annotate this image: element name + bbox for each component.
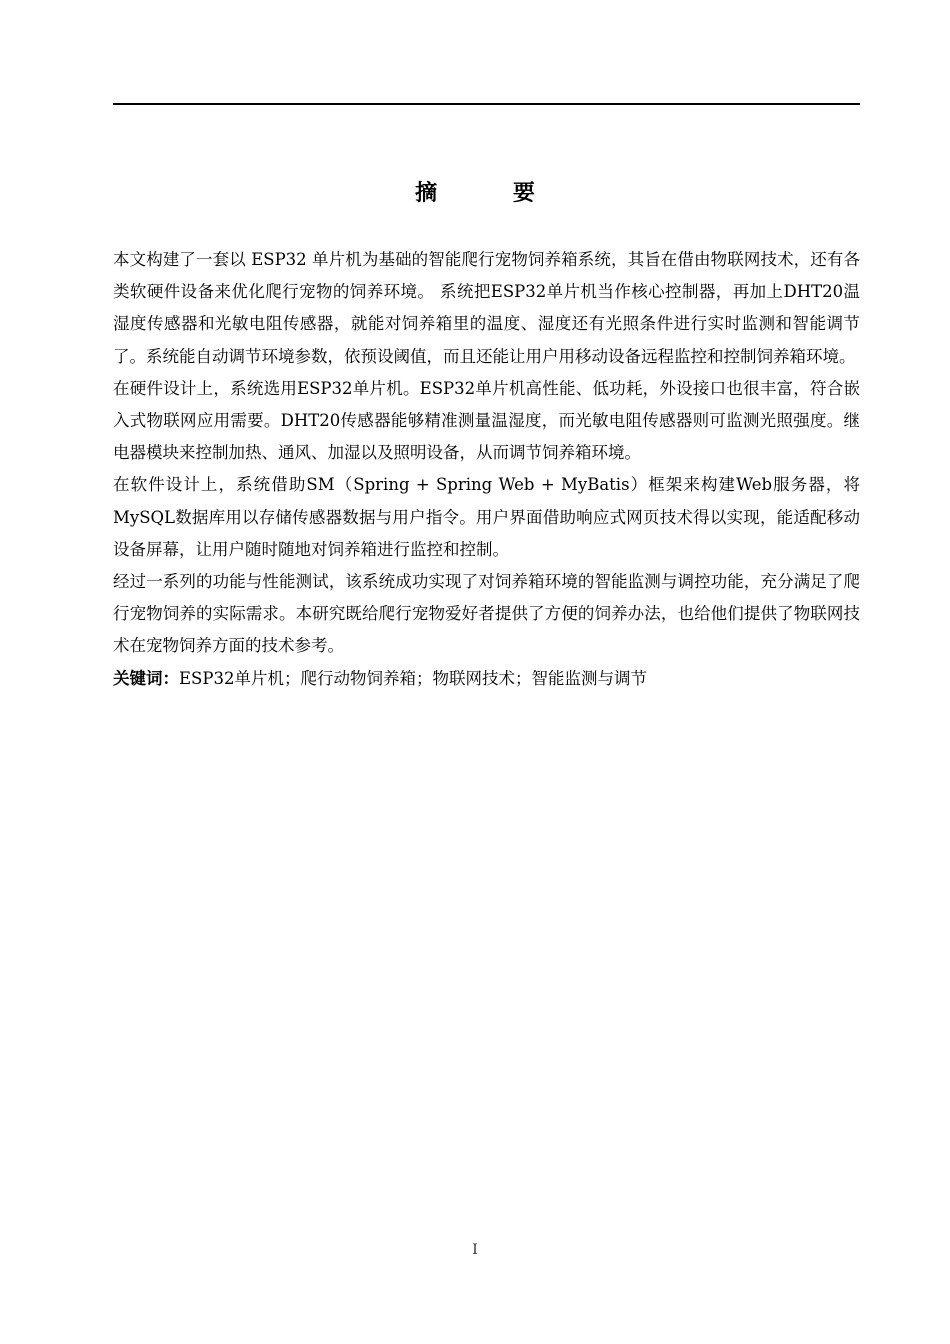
abstract-body xyxy=(113,244,860,695)
keywords-line xyxy=(113,663,860,695)
keywords-label: 关键词： xyxy=(113,668,179,688)
page-number: I xyxy=(472,1242,478,1258)
abstract-paragraph-hardware: 在硬件设计上，系统选用ESP32单片机。ESP32单片机高性能、低功耗，外设接口也很丰富，符合嵌入式物联网应用需要。DHT20传感器能够精准测量温湿度，而光敏电阻传感器则可监测光照强度。继电器模块来控制加热、通风、加湿以及照明设备，从而调节饲养箱环境。 xyxy=(113,378,860,463)
abstract-title: 摘 要 xyxy=(415,181,569,206)
abstract-paragraph-intro: 本文构建了一套以 ESP32 单片机为基础的智能爬行宠物饲养箱系统，其旨在借由物联网技术，还有各类软硬件设备来优化爬行宠物的饲养环境。 系统把ESP32单片机当作核心控制器，再加上DHT20温湿度传感器和光敏电阻传感器，就能对饲养箱里的温度、湿度还有光照条件进行实时监测和智能调节了。系统能自动调节环境参数，依预设阈值，而且还能让用户用移动设备远程监控和控制饲养箱环境。 xyxy=(113,250,860,366)
abstract-paragraph-software: 在软件设计上，系统借助SM（Spring + Spring Web + MyBatis）框架来构建Web服务器，将MySQL数据库用以存储传感器数据与用户指令。用户界面借助响应式网页技术得以实现，能适配移动设备屏幕，让用户随时随地对饲养箱进行监控和控制。 xyxy=(113,475,860,559)
keywords-text: ESP32单片机；爬行动物饲养箱；物联网技术；智能监测与调节 xyxy=(179,668,647,688)
header-rule xyxy=(113,103,860,105)
abstract-paragraph-conclusion: 经过一系列的功能与性能测试，该系统成功实现了对饲养箱环境的智能监测与调控功能，充分满足了爬行宠物饲养的实际需求。本研究既给爬行宠物爱好者提供了方便的饲养办法，也给他们提供了物联网技术在宠物饲养方面的技术参考。 xyxy=(113,572,860,656)
